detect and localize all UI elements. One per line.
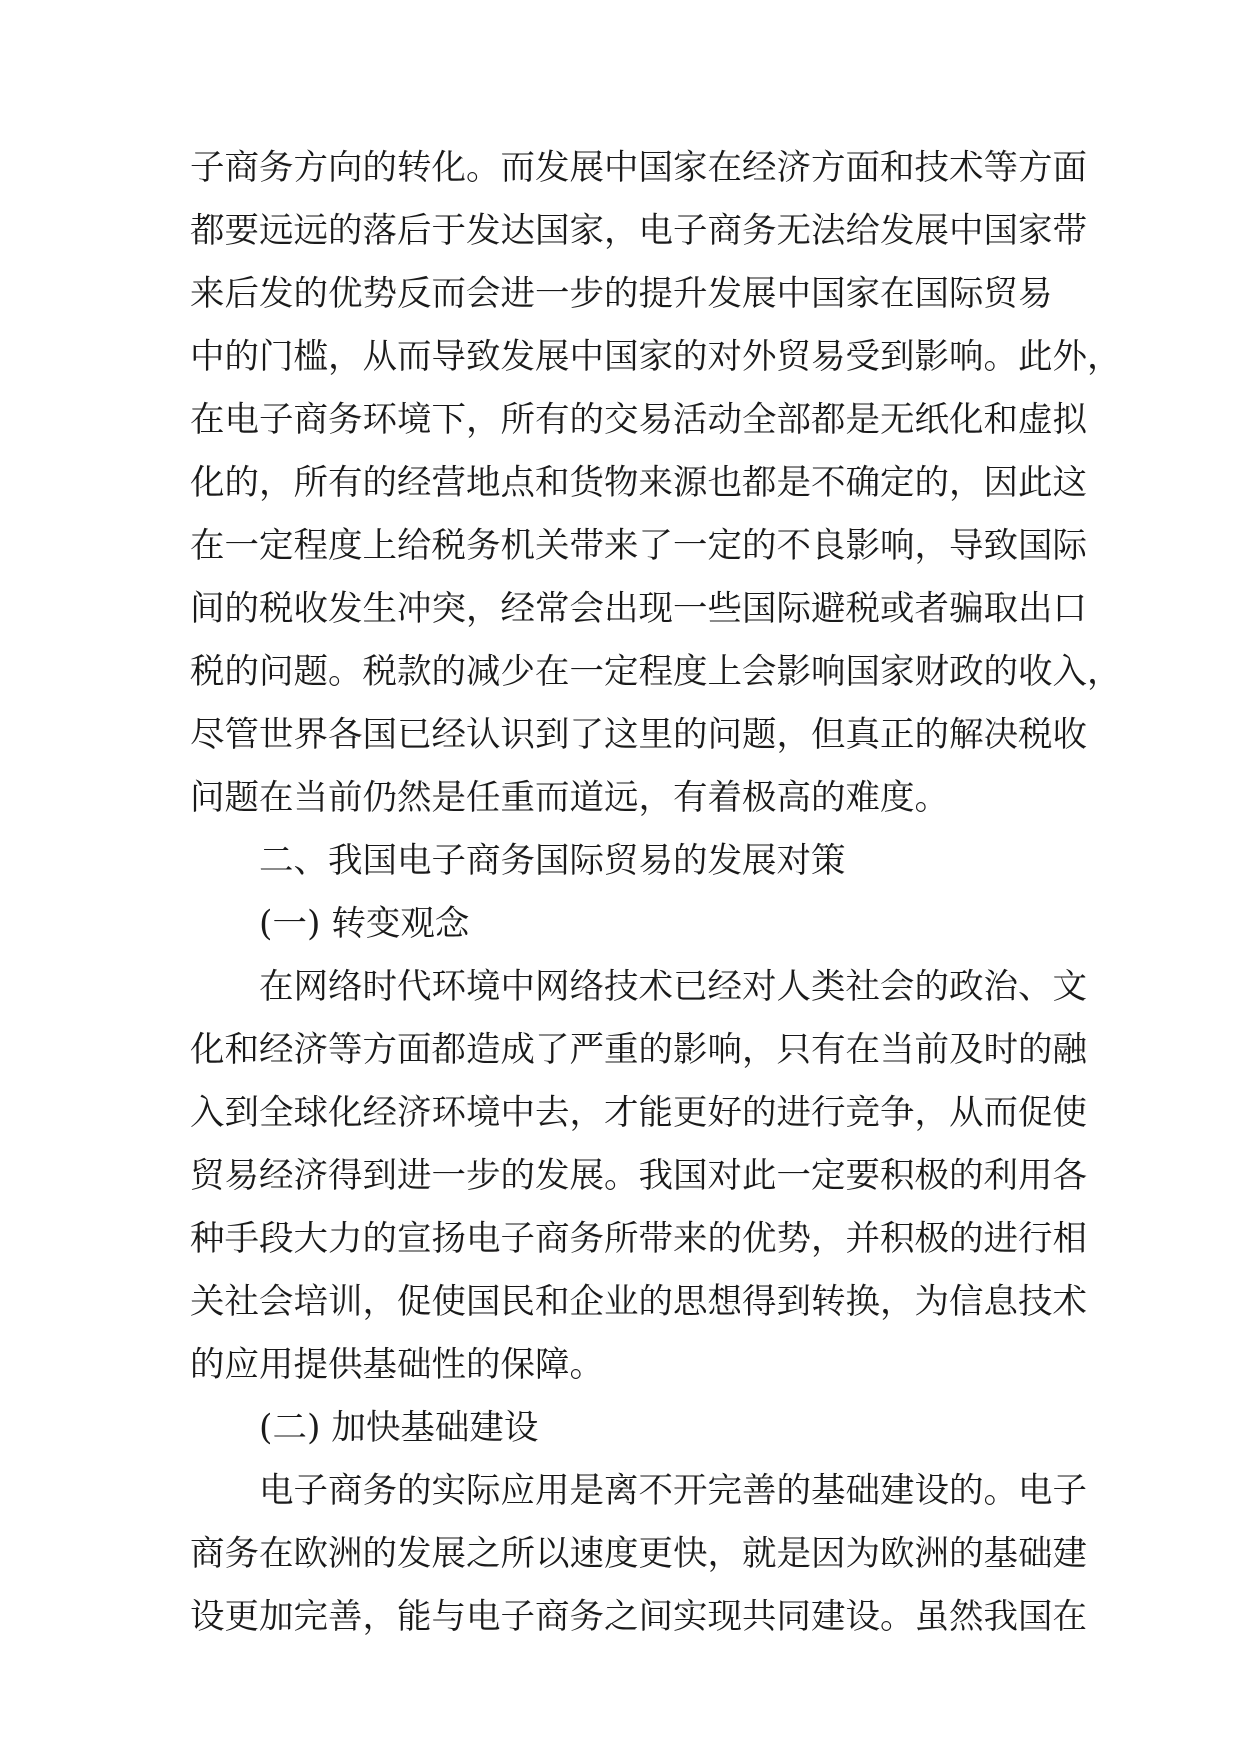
subheading-1: (一) 转变观念: [259, 904, 470, 944]
text-line: 在电子商务环境下，所有的交易活动全部都是无纸化和虚拟: [190, 400, 1087, 440]
document-body: [190, 137, 1122, 1649]
text-line: 在一定程度上给税务机关带来了一定的不良影响，导致国际: [190, 526, 1087, 566]
text-line: 的应用提供基础性的保障。: [190, 1345, 604, 1385]
text-line: 化的，所有的经营地点和货物来源也都是不确定的，因此这: [190, 463, 1087, 503]
text-line: 中的门槛，从而导致发展中国家的对外贸易受到影响。此外，: [190, 337, 1122, 377]
text-line: 电子商务的实际应用是离不开完善的基础建设的。电子: [259, 1471, 1087, 1511]
text-line: 来后发的优势反而会进一步的提升发展中国家在国际贸易: [190, 274, 1053, 314]
paragraph-2: [190, 956, 1087, 1397]
text-line: 间的税收发生冲突，经常会出现一些国际避税或者骗取出口: [190, 589, 1087, 629]
text-line: 商务在欧洲的发展之所以速度更快，就是因为欧洲的基础建: [190, 1534, 1087, 1574]
subheading-2: (二) 加快基础建设: [259, 1408, 539, 1448]
text-line: 尽管世界各国已经认识到了这里的问题，但真正的解决税收: [190, 715, 1087, 755]
section-heading: 二、我国电子商务国际贸易的发展对策: [259, 841, 846, 881]
text-line: 化和经济等方面都造成了严重的影响，只有在当前及时的融: [190, 1030, 1087, 1070]
text-line: 税的问题。税款的减少在一定程度上会影响国家财政的收入，: [190, 652, 1122, 692]
text-line: 关社会培训，促使国民和企业的思想得到转换，为信息技术: [190, 1282, 1087, 1322]
paragraph-3: [190, 1460, 1087, 1649]
text-line: 种手段大力的宣扬电子商务所带来的优势，并积极的进行相: [190, 1219, 1087, 1259]
text-line: 设更加完善，能与电子商务之间实现共同建设。虽然我国在: [190, 1597, 1087, 1637]
paragraph-1: [190, 137, 1122, 830]
text-line: 子商务方向的转化。而发展中国家在经济方面和技术等方面: [190, 148, 1087, 188]
text-line: 问题在当前仍然是任重而道远，有着极高的难度。: [190, 778, 949, 818]
text-line: 贸易经济得到进一步的发展。我国对此一定要积极的利用各: [190, 1156, 1087, 1196]
text-line: 入到全球化经济环境中去，才能更好的进行竞争，从而促使: [190, 1093, 1087, 1133]
text-line: 在网络时代环境中网络技术已经对人类社会的政治、文: [259, 967, 1087, 1007]
text-line: 都要远远的落后于发达国家，电子商务无法给发展中国家带: [190, 211, 1087, 251]
